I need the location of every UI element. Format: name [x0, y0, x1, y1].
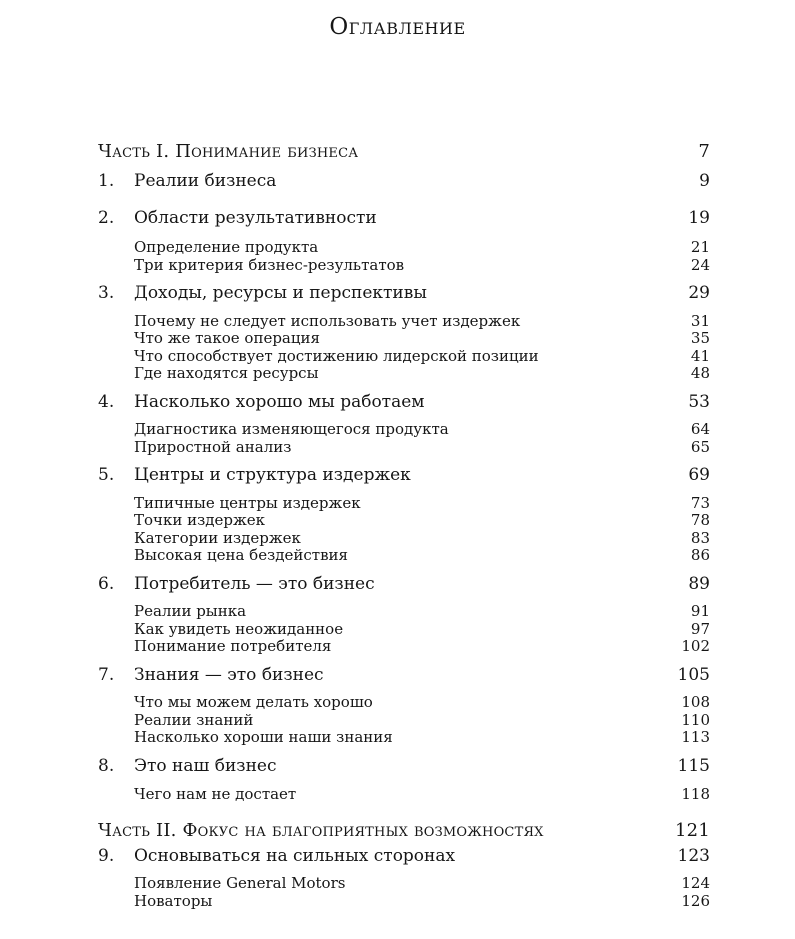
chapter-title: Знания — это бизнес [134, 665, 324, 685]
page-number: 121 [675, 820, 710, 841]
page-number: 86 [690, 546, 710, 564]
chapter-number: 9. [98, 846, 115, 866]
toc-chapter-row[interactable] [98, 392, 710, 414]
toc-chapter-row[interactable] [98, 846, 710, 868]
toc-section-row[interactable] [98, 620, 710, 638]
section-title: Почему не следует использовать учет издержек [134, 312, 521, 330]
section-title: Реалии рынка [134, 602, 247, 620]
chapter-title: Центры и структура издержек [134, 465, 411, 485]
page-number: 48 [690, 364, 710, 382]
toc-section-row[interactable] [98, 312, 710, 330]
page-number: 21 [690, 238, 710, 256]
section-title: Реалии знаний [134, 711, 254, 729]
page-number: 97 [690, 620, 710, 638]
section-title: Как увидеть неожиданное [134, 620, 344, 638]
page-number: 19 [688, 208, 710, 228]
chapter-number: 3. [98, 283, 115, 303]
page-number: 115 [677, 756, 710, 776]
page-number: 35 [690, 329, 710, 347]
toc-chapter-row[interactable] [98, 208, 710, 230]
page-number: 24 [690, 256, 710, 274]
toc-section-row[interactable] [98, 546, 710, 564]
page-number: 126 [681, 892, 710, 910]
toc-chapter-row[interactable] [98, 574, 710, 596]
page-number: 7 [698, 141, 710, 162]
toc-section-row[interactable] [98, 637, 710, 655]
chapter-number: 1. [98, 171, 115, 191]
section-title: Типичные центры издержек [134, 494, 361, 512]
page-number: 110 [681, 711, 710, 729]
part-title: Часть II. Фокус на благоприятных возможностях [98, 820, 544, 841]
chapter-number: 6. [98, 574, 115, 594]
section-title: Что мы можем делать хорошо [134, 693, 373, 711]
toc-part-row[interactable] [98, 141, 710, 163]
page-number: 69 [688, 465, 710, 485]
toc-chapter-row[interactable] [98, 665, 710, 687]
page-number: 9 [699, 171, 710, 191]
chapter-title: Потребитель — это бизнес [134, 574, 375, 594]
section-title: Определение продукта [134, 238, 319, 256]
page-number: 64 [690, 420, 710, 438]
toc-chapter-row[interactable] [98, 465, 710, 487]
section-title: Где находятся ресурсы [134, 364, 319, 382]
toc-chapter-row[interactable] [98, 171, 710, 193]
section-title: Диагностика изменяющегося продукта [134, 420, 449, 438]
part-title: Часть I. Понимание бизнеса [98, 141, 359, 162]
chapter-title: Основываться на сильных сторонах [134, 846, 456, 866]
section-title: Три критерия бизнес-результатов [134, 256, 405, 274]
toc-section-row[interactable] [98, 329, 710, 347]
page-number: 29 [688, 283, 710, 303]
toc-section-row[interactable] [98, 511, 710, 529]
page-number: 73 [690, 494, 710, 512]
section-title: Появление General Motors [134, 874, 346, 892]
chapter-number: 4. [98, 392, 115, 412]
toc-section-row[interactable] [98, 785, 710, 803]
toc-section-row[interactable] [98, 494, 710, 512]
toc-section-row[interactable] [98, 892, 710, 910]
toc-section-row[interactable] [98, 438, 710, 456]
section-title: Чего нам не достает [134, 785, 297, 803]
chapter-title: Области результативности [134, 208, 377, 228]
toc-part-row[interactable] [98, 820, 710, 842]
toc-section-row[interactable] [98, 347, 710, 365]
chapter-number: 2. [98, 208, 115, 228]
page-number: 113 [681, 728, 710, 746]
toc-section-row[interactable] [98, 711, 710, 729]
page-number: 89 [688, 574, 710, 594]
toc-section-row[interactable] [98, 602, 710, 620]
toc-section-row[interactable] [98, 256, 710, 274]
page-number: 123 [677, 846, 710, 866]
section-title: Категории издержек [134, 529, 301, 547]
page-number: 31 [690, 312, 710, 330]
section-title: Приростной анализ [134, 438, 292, 456]
toc-chapter-row[interactable] [98, 283, 710, 305]
toc-section-row[interactable] [98, 728, 710, 746]
page-number: 65 [690, 438, 710, 456]
toc-section-row[interactable] [98, 874, 710, 892]
chapter-title: Доходы, ресурсы и перспективы [134, 283, 427, 303]
chapter-title: Реалии бизнеса [134, 171, 277, 191]
chapter-title: Это наш бизнес [134, 756, 277, 776]
toc-section-row[interactable] [98, 238, 710, 256]
page-number: 105 [677, 665, 710, 685]
page-number: 124 [681, 874, 710, 892]
toc-section-row[interactable] [98, 693, 710, 711]
toc-chapter-row[interactable] [98, 756, 710, 778]
page-number: 53 [688, 392, 710, 412]
section-title: Новаторы [134, 892, 213, 910]
page-number: 91 [690, 602, 710, 620]
page-number: 83 [690, 529, 710, 547]
section-title: Понимание потребителя [134, 637, 332, 655]
chapter-number: 8. [98, 756, 115, 776]
chapter-title: Насколько хорошо мы работаем [134, 392, 425, 412]
section-title: Что способствует достижению лидерской позиции [134, 347, 539, 365]
page-number: 118 [681, 785, 710, 803]
page-title: Оглавление [329, 14, 466, 40]
chapter-number: 7. [98, 665, 115, 685]
page-number: 78 [690, 511, 710, 529]
section-title: Насколько хороши наши знания [134, 728, 393, 746]
toc-section-row[interactable] [98, 364, 710, 382]
toc-section-row[interactable] [98, 529, 710, 547]
section-title: Высокая цена бездействия [134, 546, 348, 564]
toc-section-row[interactable] [98, 420, 710, 438]
page-number: 102 [681, 637, 710, 655]
chapter-number: 5. [98, 465, 115, 485]
section-title: Точки издержек [134, 511, 266, 529]
section-title: Что же такое операция [134, 329, 320, 347]
page-number: 41 [690, 347, 710, 365]
page-number: 108 [681, 693, 710, 711]
